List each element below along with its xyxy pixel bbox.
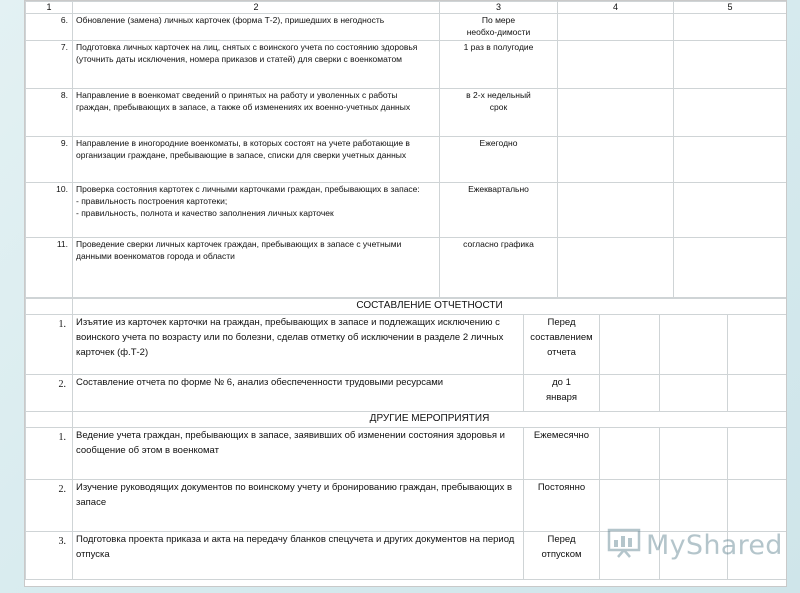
row-number: 8. [26,89,73,137]
column-number: 3 [440,2,558,14]
table-row [26,480,787,532]
section-title: ДРУГИЕ МЕРОПРИЯТИЯ [73,412,787,428]
column-number: 4 [558,2,674,14]
table-row [26,428,787,480]
row-number: 3. [26,532,73,580]
section-spacer [26,299,73,315]
section-title: СОСТАВЛЕНИЕ ОТЧЕТНОСТИ [73,299,787,315]
table-row [26,315,787,375]
table-row [26,238,787,298]
row-empty-cell [728,375,787,412]
row-empty-cell [728,428,787,480]
row-empty-cell [600,315,660,375]
row-frequency: Перед отпуском [524,532,600,580]
row-frequency: согласно графика [440,238,558,298]
row-empty-cell [558,14,674,41]
table-row [26,375,787,412]
row-activity: Изучение руководящих документов по воинскому учету и бронированию граждан, пребывающих в запасе [73,480,524,532]
column-number: 1 [26,2,73,14]
row-number: 2. [26,375,73,412]
row-empty-cell [558,89,674,137]
row-number: 1. [26,428,73,480]
row-empty-cell [558,41,674,89]
row-number: 9. [26,137,73,183]
row-empty-cell [558,137,674,183]
row-number: 1. [26,315,73,375]
watermark-brand-text: MyShared [646,530,783,561]
watermark-logo [607,528,783,563]
column-number: 5 [674,2,787,14]
section-spacer [26,412,73,428]
row-activity: Проведение сверки личных карточек граждан, пребывающих в запасе с учетными данными военкоматов города и области [73,238,440,298]
row-activity: Изъятие из карточек карточки на граждан, пребывающих в запасе и подлежащих исключению с воинского учета по возрасту или по болезни, сделав отметку об исключении в разделе 2 личных карточек (ф.Т-2) [73,315,524,375]
table-row [26,183,787,238]
row-empty-cell [674,238,787,298]
row-frequency: 1 раз в полугодие [440,41,558,89]
row-frequency: до 1 января [524,375,600,412]
table-row [26,14,787,41]
row-empty-cell [600,480,660,532]
row-empty-cell [674,183,787,238]
row-activity: Обновление (замена) личных карточек (форма Т-2), пришедших в негодность [73,14,440,41]
row-frequency: Ежеквартально [440,183,558,238]
row-activity: Составление отчета по форме № 6, анализ обеспеченности трудовыми ресурсами [73,375,524,412]
row-frequency: в 2-х недельный срок [440,89,558,137]
row-activity: Ведение учета граждан, пребывающих в запасе, заявивших об изменении состояния здоровья и сообщение об этом в военкомат [73,428,524,480]
row-empty-cell [674,137,787,183]
row-number: 7. [26,41,73,89]
section-header-row [26,412,787,428]
row-number: 2. [26,480,73,532]
presentation-board-icon [607,528,641,563]
row-number: 10. [26,183,73,238]
row-empty-cell [660,315,728,375]
row-empty-cell [674,41,787,89]
row-number: 11. [26,238,73,298]
column-number: 2 [73,2,440,14]
table-row [26,137,787,183]
plan-table-main [25,1,787,298]
row-activity: Подготовка проекта приказа и акта на передачу бланков спецучета и других документов на период отпуска [73,532,524,580]
row-empty-cell [558,183,674,238]
row-empty-cell [600,428,660,480]
row-activity: Направление в военкомат сведений о принятых на работу и уволенных с работы граждан, пребывающих в запасе, а также об изменениях их военно-учетных данных [73,89,440,137]
row-empty-cell [674,14,787,41]
row-frequency: По мере необхо-димости [440,14,558,41]
row-activity: Направление в иногородние военкоматы, в которых состоят на учете работающие в организации граждане, пребывающие в запасе, списки для сверки учетных данных [73,137,440,183]
row-empty-cell [660,480,728,532]
row-activity: Проверка состояния картотек с личными карточками граждан, пребывающих в запасе: - правильность построения картотеки; - правильность, полнота и качество заполнения личных карточек [73,183,440,238]
row-frequency: Ежегодно [440,137,558,183]
row-empty-cell [728,480,787,532]
row-frequency: Ежемесячно [524,428,600,480]
row-empty-cell [600,375,660,412]
row-activity: Подготовка личных карточек на лиц, снятых с воинского учета по состоянию здоровья (уточнить даты исключения, номера приказов и статей) для сверки с военкоматом [73,41,440,89]
table-row [26,41,787,89]
row-empty-cell [674,89,787,137]
document-sheet [24,0,787,587]
row-frequency: Перед составлением отчета [524,315,600,375]
row-empty-cell [558,238,674,298]
row-number: 6. [26,14,73,41]
row-empty-cell [660,428,728,480]
row-frequency: Постоянно [524,480,600,532]
row-empty-cell [660,375,728,412]
section-header-row [26,299,787,315]
row-empty-cell [728,315,787,375]
table-row [26,89,787,137]
column-numbers-row [26,2,787,14]
